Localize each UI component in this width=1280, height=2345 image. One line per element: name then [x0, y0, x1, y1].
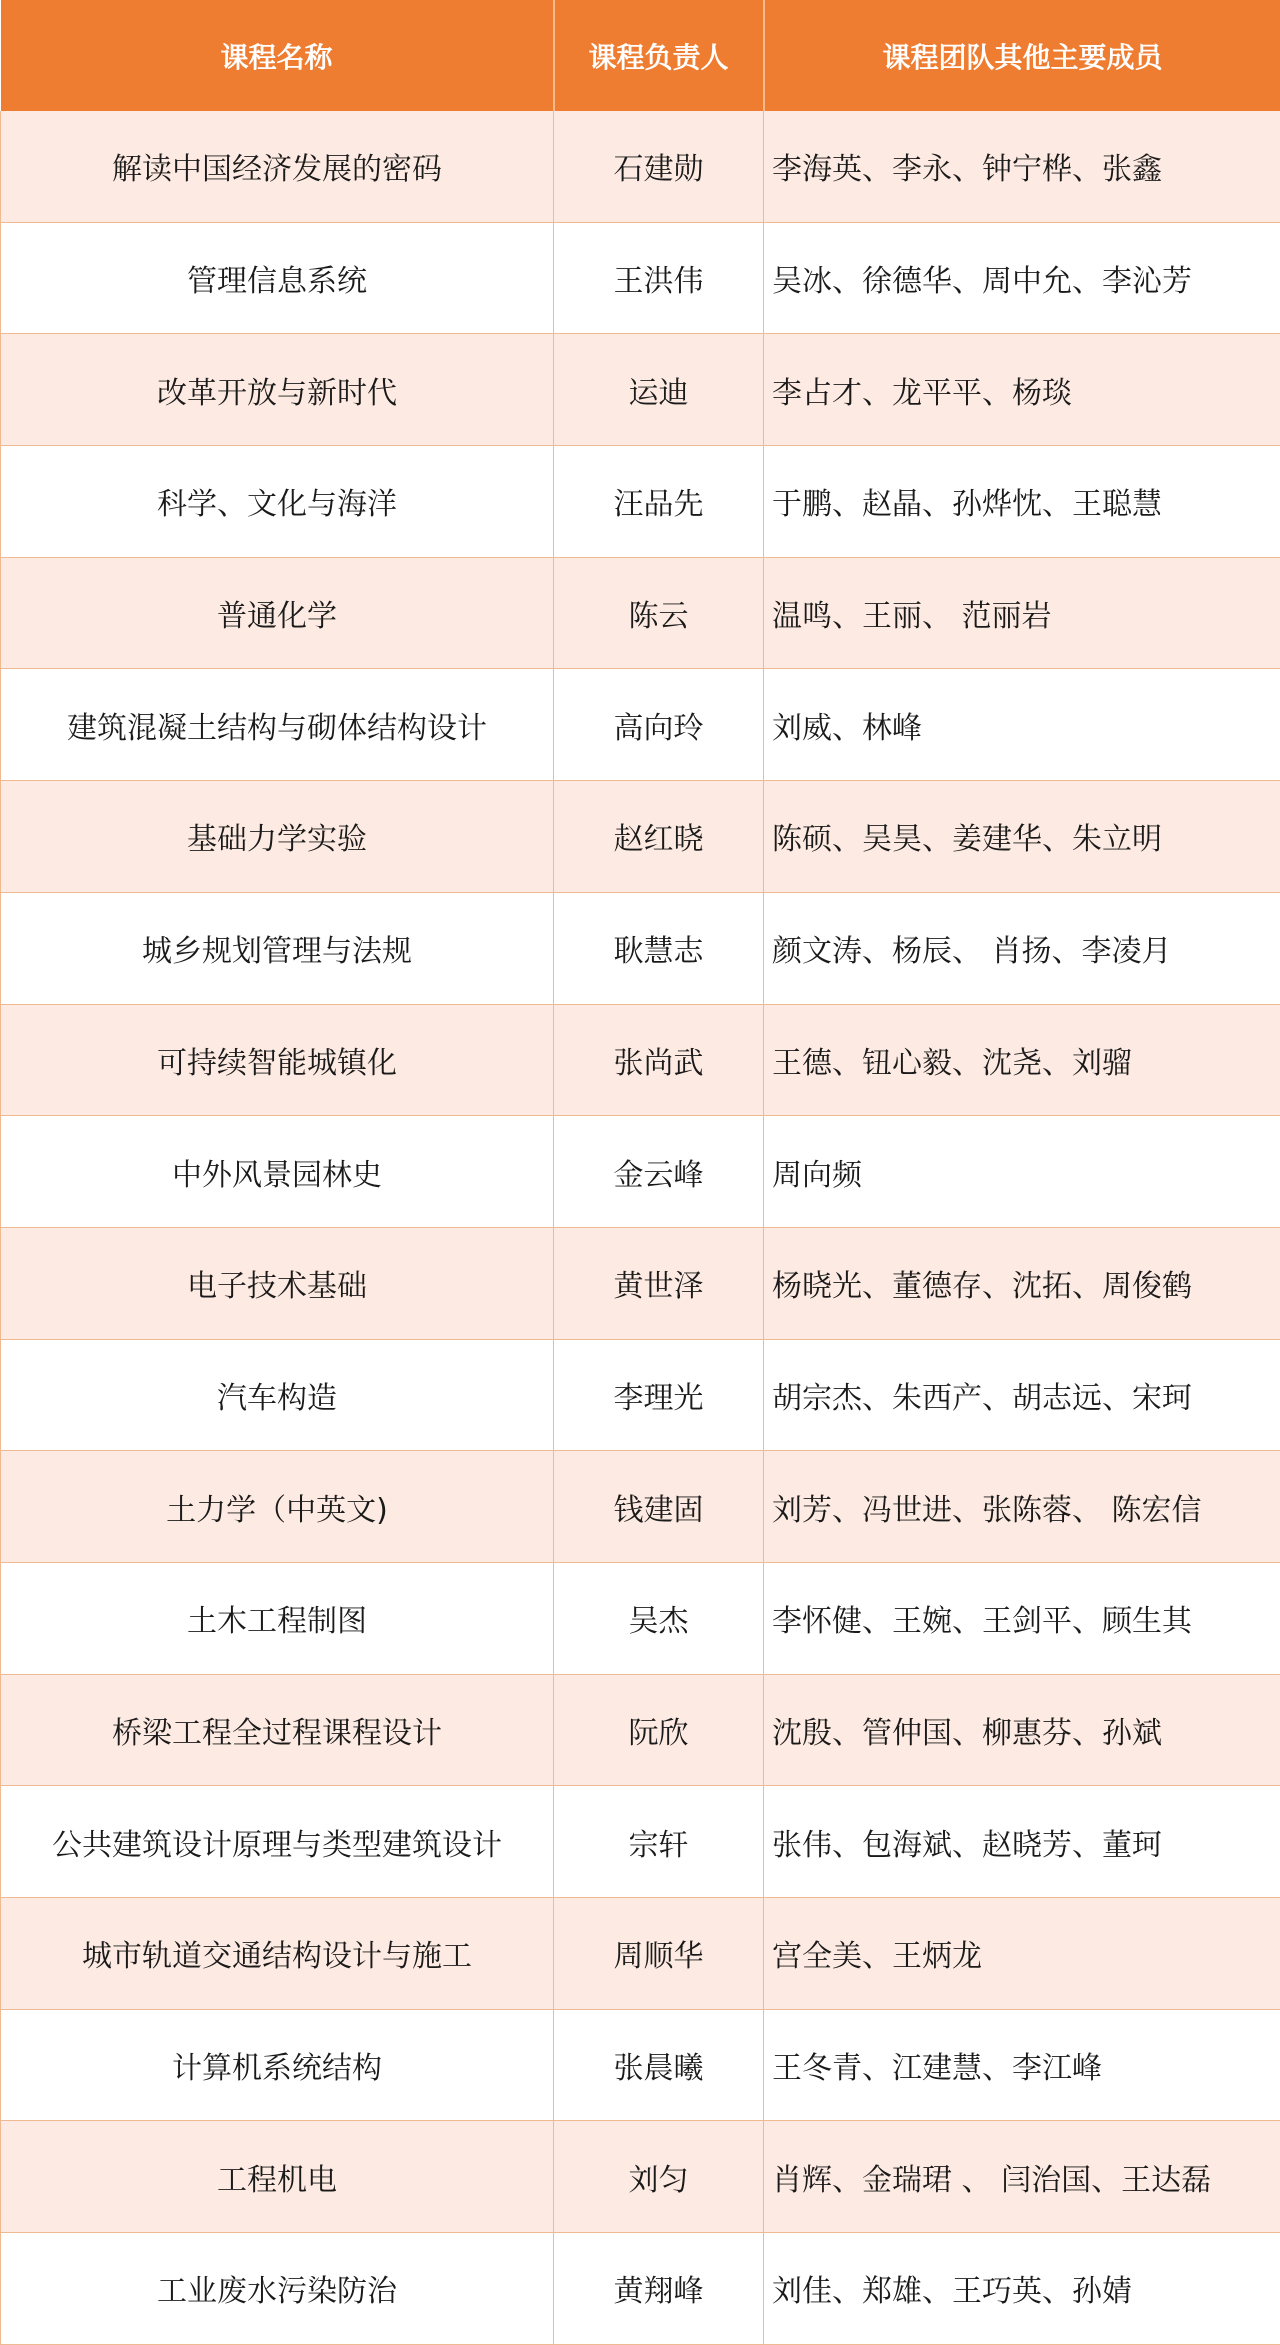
table-row [1, 1451, 1280, 1563]
table-row [1, 781, 1280, 893]
course-name-cell: 科学、文化与海洋 [1, 446, 554, 558]
course-leader-cell: 黄世泽 [554, 1227, 764, 1339]
header-team-members: 课程团队其他主要成员 [764, 0, 1280, 111]
table-row [1, 1562, 1280, 1674]
table-header [1, 0, 1280, 111]
course-name-cell: 普通化学 [1, 557, 554, 669]
table-row [1, 1227, 1280, 1339]
course-name-cell: 计算机系统结构 [1, 2009, 554, 2121]
table-row [1, 334, 1280, 446]
table-row [1, 1674, 1280, 1786]
course-name-cell: 土力学（中英文) [1, 1451, 554, 1563]
course-name-cell: 改革开放与新时代 [1, 334, 554, 446]
header-row [1, 0, 1280, 111]
table-row [1, 669, 1280, 781]
table-row [1, 111, 1280, 222]
course-name-cell: 解读中国经济发展的密码 [1, 111, 554, 222]
team-members-cell: 周向频 [764, 1116, 1280, 1228]
course-name-cell: 基础力学实验 [1, 781, 554, 893]
course-leader-cell: 黄翔峰 [554, 2233, 764, 2345]
header-course-leader: 课程负责人 [554, 0, 764, 111]
course-leader-cell: 阮欣 [554, 1674, 764, 1786]
course-leader-cell: 陈云 [554, 557, 764, 669]
course-name-cell: 城市轨道交通结构设计与施工 [1, 1898, 554, 2010]
table-row [1, 2233, 1280, 2345]
team-members-cell: 温鸣、王丽、 范丽岩 [764, 557, 1280, 669]
table-row [1, 222, 1280, 334]
team-members-cell: 李海英、李永、钟宁桦、张鑫 [764, 111, 1280, 222]
course-leader-cell: 赵红晓 [554, 781, 764, 893]
team-members-cell: 沈殷、管仲国、柳惠芬、孙斌 [764, 1674, 1280, 1786]
course-leader-cell: 张晨曦 [554, 2009, 764, 2121]
table-row [1, 1339, 1280, 1451]
course-name-cell: 城乡规划管理与法规 [1, 892, 554, 1004]
course-leader-cell: 张尚武 [554, 1004, 764, 1116]
team-members-cell: 颜文涛、杨辰、 肖扬、李凌月 [764, 892, 1280, 1004]
team-members-cell: 刘芳、冯世进、张陈蓉、 陈宏信 [764, 1451, 1280, 1563]
table-row [1, 892, 1280, 1004]
team-members-cell: 于鹏、赵晶、孙烨忱、王聪慧 [764, 446, 1280, 558]
course-leader-cell: 汪品先 [554, 446, 764, 558]
course-leader-cell: 李理光 [554, 1339, 764, 1451]
team-members-cell: 肖辉、金瑞珺 、 闫治国、王达磊 [764, 2121, 1280, 2233]
table-row [1, 446, 1280, 558]
team-members-cell: 宫全美、王炳龙 [764, 1898, 1280, 2010]
table-body [1, 111, 1280, 2344]
team-members-cell: 杨晓光、董德存、沈拓、周俊鹤 [764, 1227, 1280, 1339]
course-leader-cell: 王洪伟 [554, 222, 764, 334]
course-leader-cell: 刘匀 [554, 2121, 764, 2233]
table-row [1, 2009, 1280, 2121]
course-name-cell: 建筑混凝土结构与砌体结构设计 [1, 669, 554, 781]
course-leader-cell: 石建勋 [554, 111, 764, 222]
course-leader-cell: 运迪 [554, 334, 764, 446]
course-leader-cell: 耿慧志 [554, 892, 764, 1004]
course-name-cell: 中外风景园林史 [1, 1116, 554, 1228]
course-name-cell: 可持续智能城镇化 [1, 1004, 554, 1116]
team-members-cell: 李怀健、王婉、王剑平、顾生其 [764, 1562, 1280, 1674]
course-name-cell: 汽车构造 [1, 1339, 554, 1451]
table-row [1, 1004, 1280, 1116]
course-name-cell: 桥梁工程全过程课程设计 [1, 1674, 554, 1786]
team-members-cell: 王德、钮心毅、沈尧、刘骝 [764, 1004, 1280, 1116]
table-row [1, 1116, 1280, 1228]
course-leader-cell: 吴杰 [554, 1562, 764, 1674]
course-leader-cell: 金云峰 [554, 1116, 764, 1228]
team-members-cell: 刘佳、郑雄、王巧英、孙婧 [764, 2233, 1280, 2345]
course-name-cell: 管理信息系统 [1, 222, 554, 334]
team-members-cell: 李占才、龙平平、杨琰 [764, 334, 1280, 446]
course-leader-cell: 钱建固 [554, 1451, 764, 1563]
course-leader-cell: 周顺华 [554, 1898, 764, 2010]
course-name-cell: 工程机电 [1, 2121, 554, 2233]
course-name-cell: 工业废水污染防治 [1, 2233, 554, 2345]
course-leader-cell: 高向玲 [554, 669, 764, 781]
team-members-cell: 刘威、林峰 [764, 669, 1280, 781]
team-members-cell: 张伟、包海斌、赵晓芳、董珂 [764, 1786, 1280, 1898]
course-name-cell: 土木工程制图 [1, 1562, 554, 1674]
course-leader-cell: 宗轩 [554, 1786, 764, 1898]
team-members-cell: 陈硕、吴昊、姜建华、朱立明 [764, 781, 1280, 893]
table-row [1, 2121, 1280, 2233]
team-members-cell: 王冬青、江建慧、李江峰 [764, 2009, 1280, 2121]
table-row [1, 1898, 1280, 2010]
table-row [1, 1786, 1280, 1898]
course-name-cell: 公共建筑设计原理与类型建筑设计 [1, 1786, 554, 1898]
table-row [1, 557, 1280, 669]
course-name-cell: 电子技术基础 [1, 1227, 554, 1339]
team-members-cell: 胡宗杰、朱西产、胡志远、宋珂 [764, 1339, 1280, 1451]
header-course-name: 课程名称 [1, 0, 554, 111]
team-members-cell: 吴冰、徐德华、周中允、李沁芳 [764, 222, 1280, 334]
